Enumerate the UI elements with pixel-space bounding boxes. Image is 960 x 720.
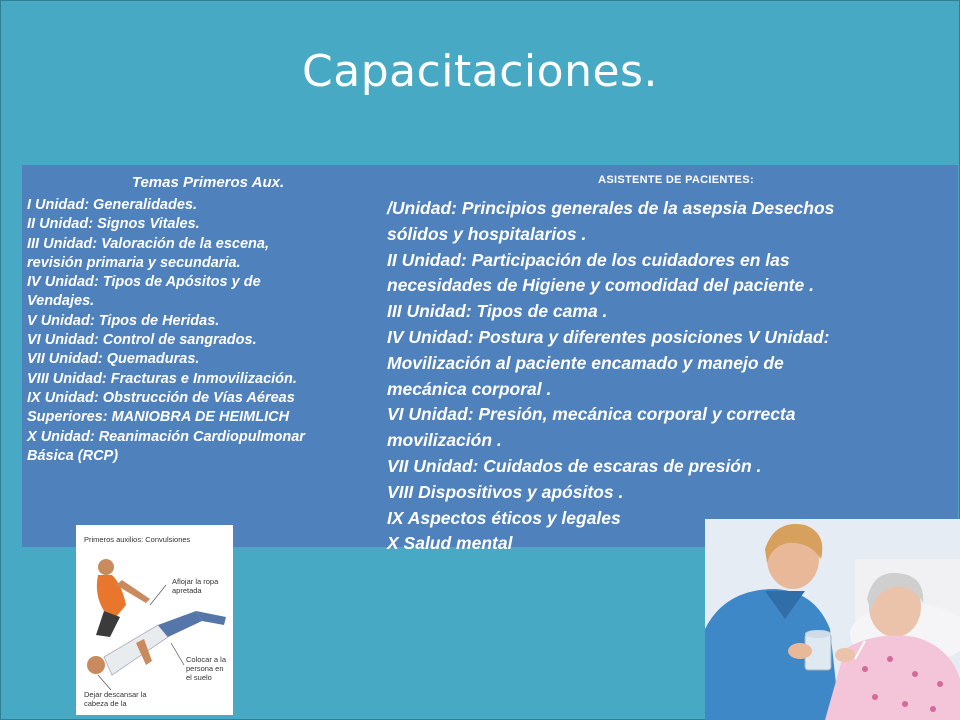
first-aid-line: Vendajes. [27, 293, 95, 310]
first-aid-line: V Unidad: Tipos de Heridas. [27, 312, 220, 329]
nurse-patient-graphic [705, 519, 960, 720]
patient-assistant-line: mecánica corporal . [387, 378, 552, 399]
first-aid-line: II Unidad: Signos Vitales. [27, 216, 200, 233]
patient-assistant-column [384, 165, 958, 554]
patient-assistant-line: necesidades de Higiene y comodidad del paciente . [387, 275, 814, 296]
first-aid-illustration [76, 525, 233, 715]
first-aid-column [22, 165, 384, 547]
first-aid-line: VII Unidad: Quemaduras. [27, 351, 200, 368]
patient-assistant-line: Movilización al paciente encamado y manejo de [387, 352, 784, 373]
slide-title: Capacitaciones. [302, 46, 658, 97]
patient-assistant-line: sólidos y hospitalarios . [387, 223, 587, 244]
first-aid-line: Básica (RCP) [27, 447, 119, 464]
patient-assistant-header: ASISTENTE DE PACIENTES: [598, 174, 754, 186]
patient-assistant-line: /Unidad: Principios generales de la asepsia Desechos [387, 198, 835, 218]
first-aid-line: X Unidad: Reanimación Cardiopulmonar [27, 428, 305, 445]
illustration-note: Aflojar la ropa apretada [172, 577, 219, 595]
first-aid-line: IV Unidad: Tipos de Apósitos y de [27, 274, 261, 291]
first-aid-line: VIII Unidad: Fracturas e Inmovilización. [27, 370, 297, 387]
illustration-note: Colocar a la persona en el suelo [186, 655, 227, 682]
convulsion-figure-graphic [76, 525, 233, 715]
first-aid-line: Superiores: MANIOBRA DE HEIMLICH [27, 409, 290, 426]
patient-assistant-line: III Unidad: Tipos de cama . [387, 301, 608, 322]
patient-assistant-line: II Unidad: Participación de los cuidadores en las [387, 249, 790, 270]
patient-assistant-list [387, 196, 958, 557]
content-table [22, 165, 958, 554]
patient-assistant-line: VIII Dispositivos y apósitos . [387, 481, 624, 502]
first-aid-header: Temas Primeros Aux. [131, 174, 285, 191]
patient-assistant-line: X Salud mental [387, 533, 513, 554]
patient-assistant-line: movilización . [387, 430, 502, 451]
patient-assistant-line: VI Unidad: Presión, mecánica corporal y correcta [387, 404, 796, 425]
patient-assistant-line: IV Unidad: Postura y diferentes posiciones V Unidad: [387, 326, 830, 347]
first-aid-list [27, 196, 384, 466]
first-aid-line: revisión primaria y secundaria. [27, 254, 241, 271]
first-aid-line: IX Unidad: Obstrucción de Vías Aéreas [27, 389, 295, 406]
illustration-note: Dejar descansar la cabeza de la [84, 690, 147, 708]
patient-assistant-line: IX Aspectos éticos y legales [387, 507, 621, 528]
patient-assistant-line: VII Unidad: Cuidados de escaras de presión . [387, 455, 762, 476]
first-aid-line: I Unidad: Generalidades. [27, 197, 198, 213]
first-aid-line: VI Unidad: Control de sangrados. [27, 332, 257, 349]
illustration-caption: Primeros auxilios: Convulsiones [84, 535, 191, 544]
first-aid-line: III Unidad: Valoración de la escena, [27, 235, 270, 252]
nurse-patient-photo [705, 519, 960, 720]
